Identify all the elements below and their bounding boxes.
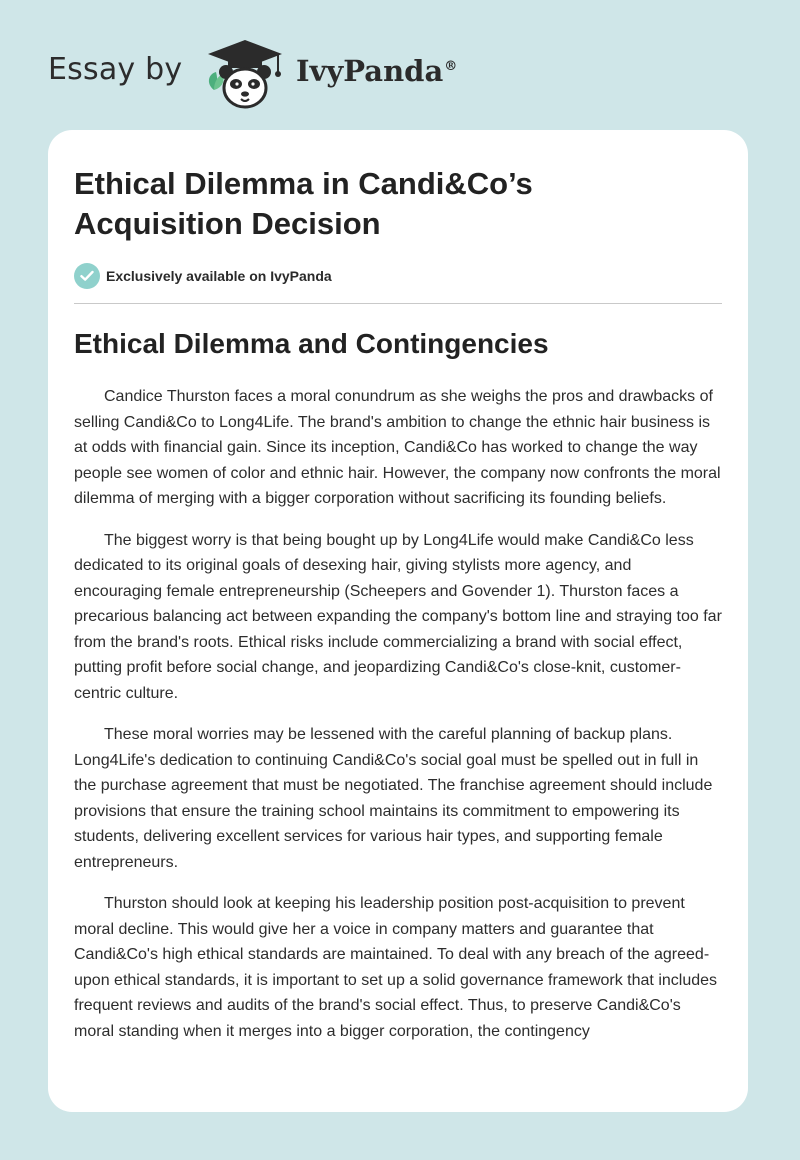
registered-mark: ®	[444, 59, 458, 75]
page-title: Ethical Dilemma in Candi&Co’s Acquisition Decision	[74, 166, 533, 241]
essay-card	[48, 130, 748, 1112]
exclusive-badge	[74, 263, 332, 289]
paragraph: These moral worries may be lessened with the careful planning of backup plans. Long4Life's dedication to continuing Candi&Co's social goal must be spelled out in full in the purchase agreement that must be negotiated. The franchise agreement should include provisions that ensure the training school maintains its commitment to empowering its students, delivering excellent services for various hair types, and supporting female entrepreneurs.	[74, 726, 713, 871]
site-header	[48, 38, 508, 108]
section-heading: Ethical Dilemma and Contingencies	[74, 328, 549, 359]
divider	[74, 303, 722, 304]
paragraph: Candice Thurston faces a moral conundrum as she weighs the pros and drawbacks of selling Candi&Co to Long4Life. The brand's ambition to change the ethnic hair business is at odds with financial gain. Since its inception, Candi&Co has worked to change the way people see women of color and ethnic hair. However, the company now confronts the moral dilemma of merging with a bigger corporation without sacrificing its founding beliefs.	[74, 388, 721, 507]
brand-name[interactable]: IvyPanda®	[296, 54, 458, 88]
paragraph: The biggest worry is that being bought up by Long4Life would make Candi&Co less dedicated to its original goals of desexing hair, giving stylists more agency, and encouraging female entrepreneurship (Scheepers and Govender 1). Thurston faces a precarious balancing act between expanding the company's bottom line and straying too far from the brand's roots. Ethical risks include commercializing a brand with social effect, putting profit before social change, and jeopardizing Candi&Co's close-knit, customer-centric culture.	[74, 531, 722, 702]
check-icon	[74, 263, 100, 289]
brand-prefix: Essay by	[48, 52, 183, 87]
exclusive-label: Exclusively available on IvyPanda	[106, 268, 332, 284]
paragraph: Thurston should look at keeping his leadership position post-acquisition to prevent moral decline. This would give her a voice in company matters and guarantee that Candi&Co's high ethical standards are maintained. To deal with any breach of the agreed-upon ethical standards, it is important to set up a solid governance framework that includes frequent reviews and audits of the brand's social effect. Thus, to preserve Candi&Co's moral standing when it merges into a bigger corporation, the contingency	[74, 895, 718, 1040]
essay-body	[74, 384, 722, 1060]
panda-graduate-icon[interactable]	[202, 38, 288, 110]
